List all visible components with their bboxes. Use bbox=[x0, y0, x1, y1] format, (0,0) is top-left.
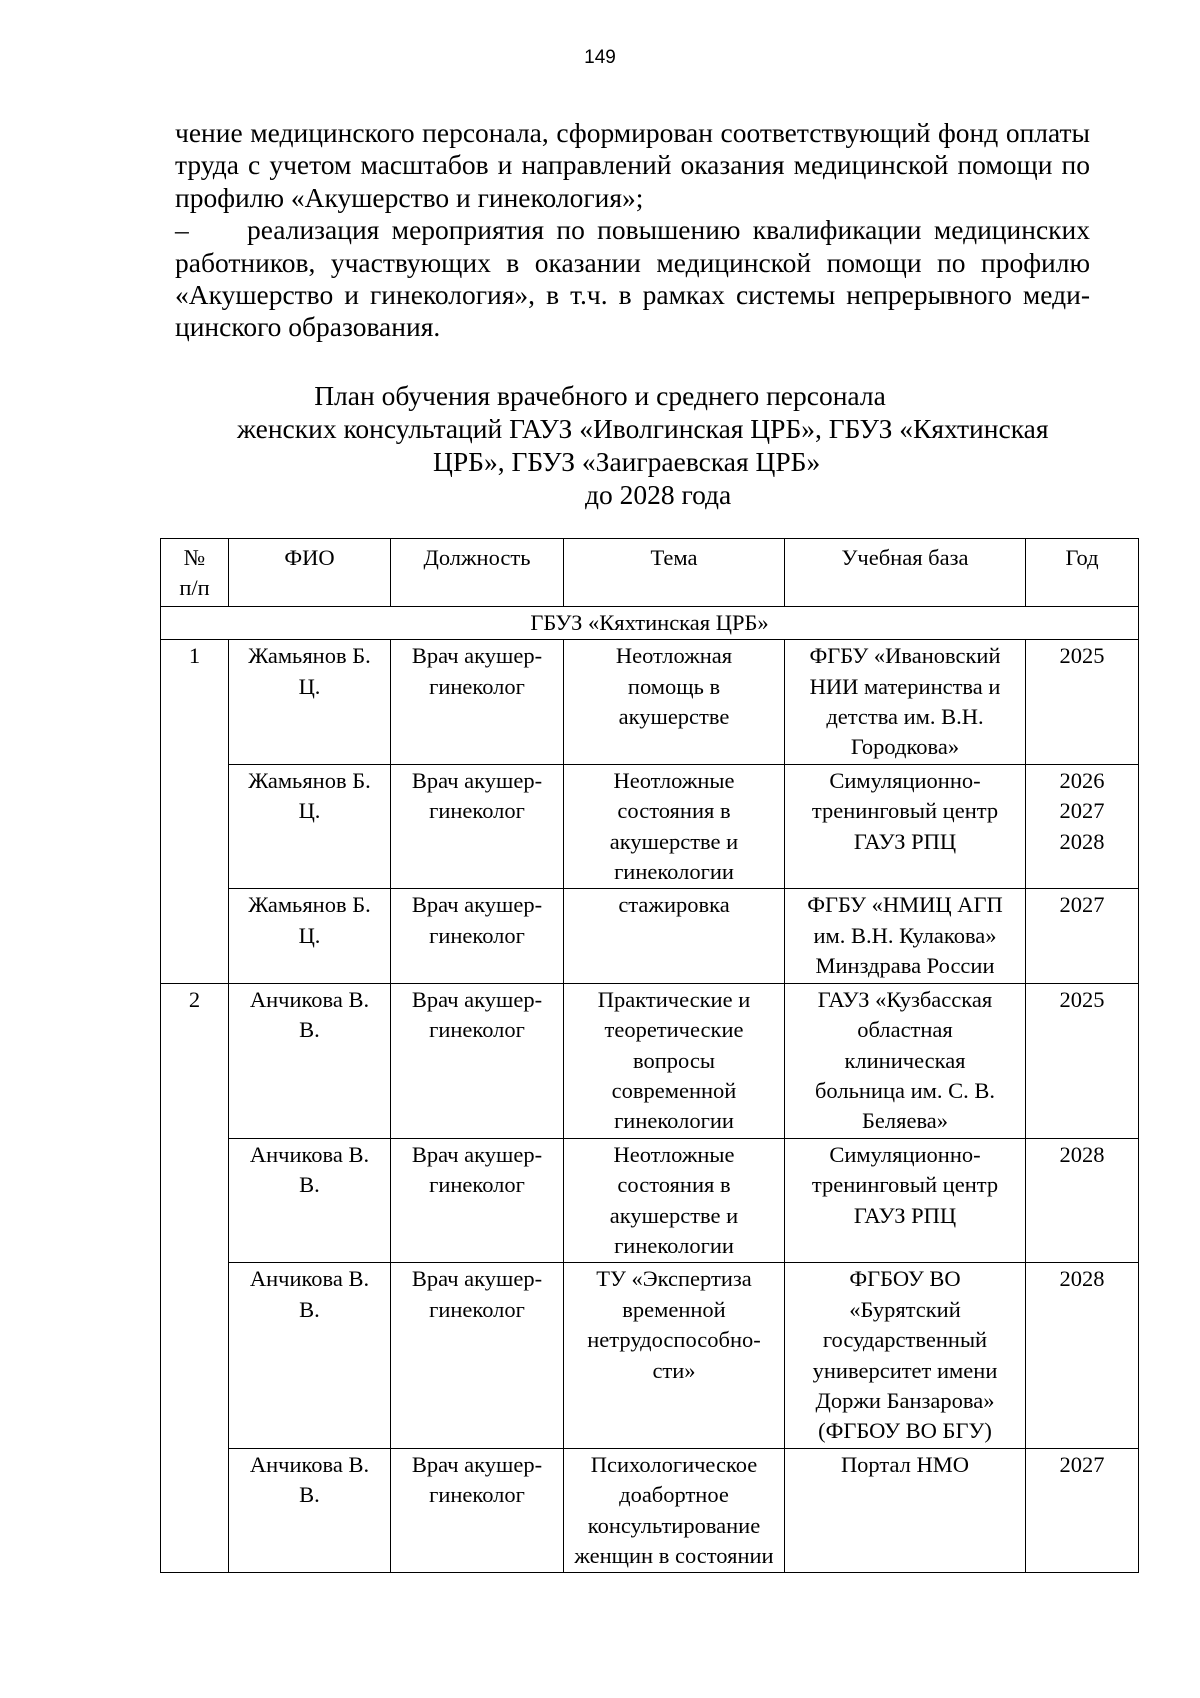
cell-base: ГАУЗ «Кузбасская областная клиническая больница им. С. В. Беляева» bbox=[785, 983, 1026, 1138]
cell-fio: Анчикова В. В. bbox=[229, 1138, 391, 1263]
cell-fio: Анчикова В. В. bbox=[229, 983, 391, 1138]
table-row bbox=[161, 1138, 1139, 1263]
header-year: Год bbox=[1026, 539, 1139, 607]
cell-year: 2026 2027 2028 bbox=[1026, 764, 1139, 889]
cell-year: 2027 bbox=[1026, 1448, 1139, 1573]
cell-topic: Неотложная помощь в акушерстве bbox=[564, 640, 785, 765]
cell-topic: стажировка bbox=[564, 889, 785, 983]
header-position: Должность bbox=[391, 539, 564, 607]
table-row bbox=[161, 983, 1139, 1138]
cell-position: Врач акушер- гинеколог bbox=[391, 640, 564, 765]
title-line-1: План обучения врачебного и среднего персонала bbox=[314, 380, 886, 411]
cell-base: Портал НМО bbox=[785, 1448, 1026, 1573]
cell-position: Врач акушер- гинеколог bbox=[391, 983, 564, 1138]
cell-topic: ТУ «Экспертиза временной нетрудоспособно- сти» bbox=[564, 1263, 785, 1448]
header-topic: Тема bbox=[564, 539, 785, 607]
table-row bbox=[161, 1448, 1139, 1573]
cell-year: 2025 bbox=[1026, 983, 1139, 1138]
cell-fio: Анчикова В. В. bbox=[229, 1448, 391, 1573]
cell-year: 2025 bbox=[1026, 640, 1139, 765]
cell-year: 2028 bbox=[1026, 1263, 1139, 1448]
cell-year: 2027 bbox=[1026, 889, 1139, 983]
table-row bbox=[161, 764, 1139, 889]
title-line-2: женских консультаций ГАУЗ «Иволгинская ЦРБ», ГБУЗ «Кяхтинская bbox=[237, 413, 1049, 444]
table-row bbox=[161, 640, 1139, 765]
header-num: № п/п bbox=[161, 539, 229, 607]
header-fio: ФИО bbox=[229, 539, 391, 607]
table-row bbox=[161, 889, 1139, 983]
group-title: ГБУЗ «Кяхтинская ЦРБ» bbox=[161, 606, 1139, 639]
training-plan-table bbox=[160, 538, 1139, 1573]
cell-base: ФГБОУ ВО «Бурятский государственный университет имени Доржи Банзарова» (ФГБОУ ВО БГУ) bbox=[785, 1263, 1026, 1448]
paragraph-2: реализация мероприятия по повышению квалификации медицинских работников, участвующих в оказании медицинской помощи по профилю «Акушерство и гинекология», в т.ч. в рамках системы непрерывного меди-цинского образования. bbox=[175, 214, 1090, 343]
cell-topic: Психологическое доабортное консультирование женщин в состоянии bbox=[564, 1448, 785, 1573]
cell-topic: Неотложные состояния в акушерстве и гинекологии bbox=[564, 764, 785, 889]
cell-position: Врач акушер- гинеколог bbox=[391, 1263, 564, 1448]
table-header-row bbox=[161, 539, 1139, 607]
title-line-4: до 2028 года bbox=[585, 479, 732, 510]
group-row bbox=[161, 606, 1139, 639]
cell-fio: Жамьянов Б. Ц. bbox=[229, 889, 391, 983]
cell-position: Врач акушер- гинеколог bbox=[391, 1138, 564, 1263]
cell-fio: Жамьянов Б. Ц. bbox=[229, 764, 391, 889]
cell-position: Врач акушер- гинеколог bbox=[391, 1448, 564, 1573]
cell-fio: Анчикова В. В. bbox=[229, 1263, 391, 1448]
cell-base: Симуляционно- тренинговый центр ГАУЗ РПЦ bbox=[785, 764, 1026, 889]
header-base: Учебная база bbox=[785, 539, 1026, 607]
page-number: 149 bbox=[584, 47, 616, 68]
cell-topic: Неотложные состояния в акушерстве и гинекологии bbox=[564, 1138, 785, 1263]
cell-position: Врач акушер- гинеколог bbox=[391, 889, 564, 983]
cell-base: ФГБУ «НМИЦ АГП им. В.Н. Кулакова» Минздрава России bbox=[785, 889, 1026, 983]
row-number: 2 bbox=[161, 983, 229, 1573]
title-line-3: ЦРБ», ГБУЗ «Заиграевская ЦРБ» bbox=[433, 446, 821, 477]
row-number: 1 bbox=[161, 640, 229, 983]
list-dash: – bbox=[175, 214, 189, 246]
paragraph-1: чение медицинского персонала, сформирован соответствующий фонд оплаты труда с учетом масштабов и направлений оказания медицинской помощи по профилю «Акушерство и гинекология»; bbox=[175, 117, 1090, 213]
body-text bbox=[175, 117, 1090, 344]
table-row bbox=[161, 1263, 1139, 1448]
cell-topic: Практические и теоретические вопросы современной гинекологии bbox=[564, 983, 785, 1138]
cell-base: ФГБУ «Ивановский НИИ материнства и детства им. В.Н. Городкова» bbox=[785, 640, 1026, 765]
list-item bbox=[175, 214, 1090, 344]
cell-fio: Жамьянов Б. Ц. bbox=[229, 640, 391, 765]
cell-position: Врач акушер- гинеколог bbox=[391, 764, 564, 889]
cell-year: 2028 bbox=[1026, 1138, 1139, 1263]
cell-base: Симуляционно- тренинговый центр ГАУЗ РПЦ bbox=[785, 1138, 1026, 1263]
